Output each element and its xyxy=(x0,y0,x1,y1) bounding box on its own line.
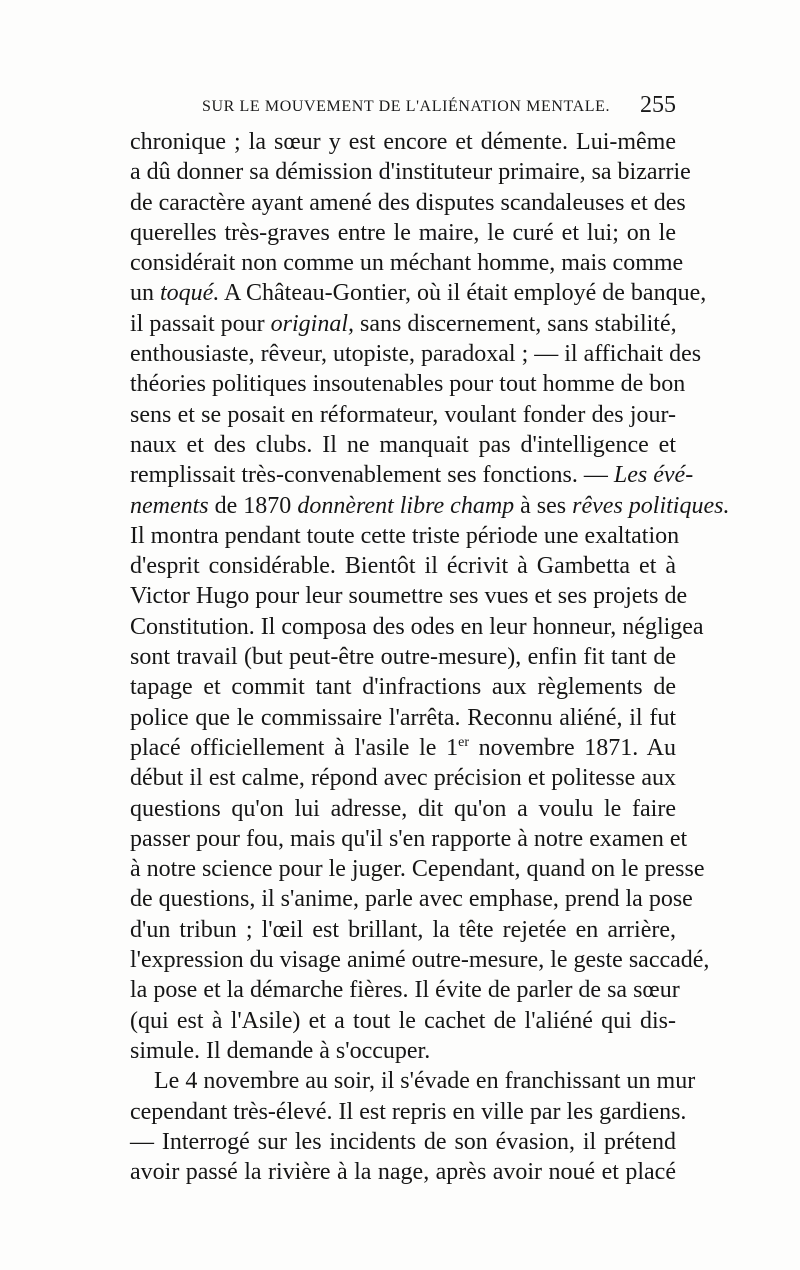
text-run: novembre 1871. Au xyxy=(469,734,676,761)
text-line: théories politiques insoutenables pour tout homme de bon xyxy=(130,371,686,398)
text-line: (qui est à l'Asile) et a tout le cachet de l'aliéné qui dis- xyxy=(130,1007,676,1034)
text-line: de questions, il s'anime, parle avec emphase, prend la pose xyxy=(130,886,693,913)
text-run: A Château-Gontier, où il était employé de banque, xyxy=(219,280,707,307)
text-line: considérait non comme un méchant homme, mais comme xyxy=(130,250,684,277)
text-line: Il montra pendant toute cette triste période une exaltation xyxy=(130,522,680,549)
text-line xyxy=(130,309,676,339)
page-number: 255 xyxy=(640,92,676,118)
text-line: début il est calme, répond avec précision et politesse aux xyxy=(130,765,676,792)
text-line: Le 4 novembre au soir, il s'évade en franchissant un mur xyxy=(154,1068,696,1095)
text-line: chronique ; la sœur y est encore et démente. Lui-même xyxy=(130,129,676,155)
text-line: Victor Hugo pour leur soumettre ses vues et ses projets de xyxy=(130,583,688,610)
text-run: sans discernement, sans stabilité, xyxy=(354,310,677,337)
text-line: — Interrogé sur les incidents de son évasion, il prétend xyxy=(130,1128,676,1155)
italic-run: original, xyxy=(270,310,354,337)
running-head: SUR LE MOUVEMENT DE L'ALIÉNATION MENTALE. xyxy=(202,98,611,115)
text-run: il passait pour xyxy=(130,310,271,337)
text-line: de caractère ayant amené des disputes scandaleuses et des xyxy=(130,189,686,216)
text-line: querelles très-graves entre le maire, le curé et lui; on le xyxy=(130,219,676,246)
text-run: placé officiellement à l'asile le 1 xyxy=(130,734,459,761)
text-line: tapage et commit tant d'infractions aux règlements de xyxy=(130,674,676,701)
text-line: d'un tribun ; l'œil est brillant, la tête rejetée en arrière, xyxy=(130,916,676,943)
text-line: sont travail (but peut-être outre-mesure), enfin fit tant de xyxy=(130,644,676,671)
text-run: à ses xyxy=(514,492,573,519)
page-header xyxy=(130,92,676,122)
italic-run: toqué. xyxy=(160,280,220,307)
text-line: Constitution. Il composa des odes en leur honneur, négligea xyxy=(130,613,704,640)
text-line xyxy=(130,460,694,490)
text-line: l'expression du visage animé outre-mesure, le geste saccadé, xyxy=(130,947,710,974)
italic-run: donnèrent libre champ xyxy=(297,492,515,519)
italic-run: nements xyxy=(130,492,209,519)
italic-run: rêves politiques. xyxy=(572,492,730,519)
text-line xyxy=(130,278,707,308)
text-line: passer pour fou, mais qu'il s'en rapporte à notre examen et xyxy=(130,825,688,852)
text-line: police que le commissaire l'arrêta. Reconnu aliéné, il fut xyxy=(130,704,676,731)
text-line: simule. Il demande à s'occuper. xyxy=(130,1037,431,1064)
text-run: remplissait très-convenablement ses fonctions. — xyxy=(130,462,614,489)
body-text xyxy=(130,127,730,1187)
text-line: la pose et la démarche fières. Il évite de parler de sa sœur xyxy=(130,977,680,1004)
text-line: a dû donner sa démission d'instituteur primaire, sa bizarrie xyxy=(130,159,691,186)
text-line: sens et se posait en réformateur, voulant fonder des jour- xyxy=(130,401,676,428)
text-line: enthousiaste, rêveur, utopiste, paradoxal ; — il affichait des xyxy=(130,341,702,368)
text-run: de 1870 xyxy=(208,492,298,519)
text-line xyxy=(130,733,676,763)
text-line: avoir passé la rivière à la nage, après avoir noué et placé xyxy=(130,1159,676,1186)
text-line: cependant très-élevé. Il est repris en ville par les gardiens. xyxy=(130,1098,687,1125)
text-line: à notre science pour le juger. Cependant, quand on le presse xyxy=(130,856,705,883)
text-run: un xyxy=(130,280,160,307)
text-line xyxy=(130,491,730,521)
text-line: questions qu'on lui adresse, dit qu'on a voulu le faire xyxy=(130,795,676,822)
text-line: naux et des clubs. Il ne manquait pas d'intelligence et xyxy=(130,431,676,458)
italic-run: Les évé- xyxy=(613,462,694,489)
superscript: er xyxy=(458,734,469,750)
text-line: d'esprit considérable. Bientôt il écrivit à Gambetta et à xyxy=(130,553,676,580)
